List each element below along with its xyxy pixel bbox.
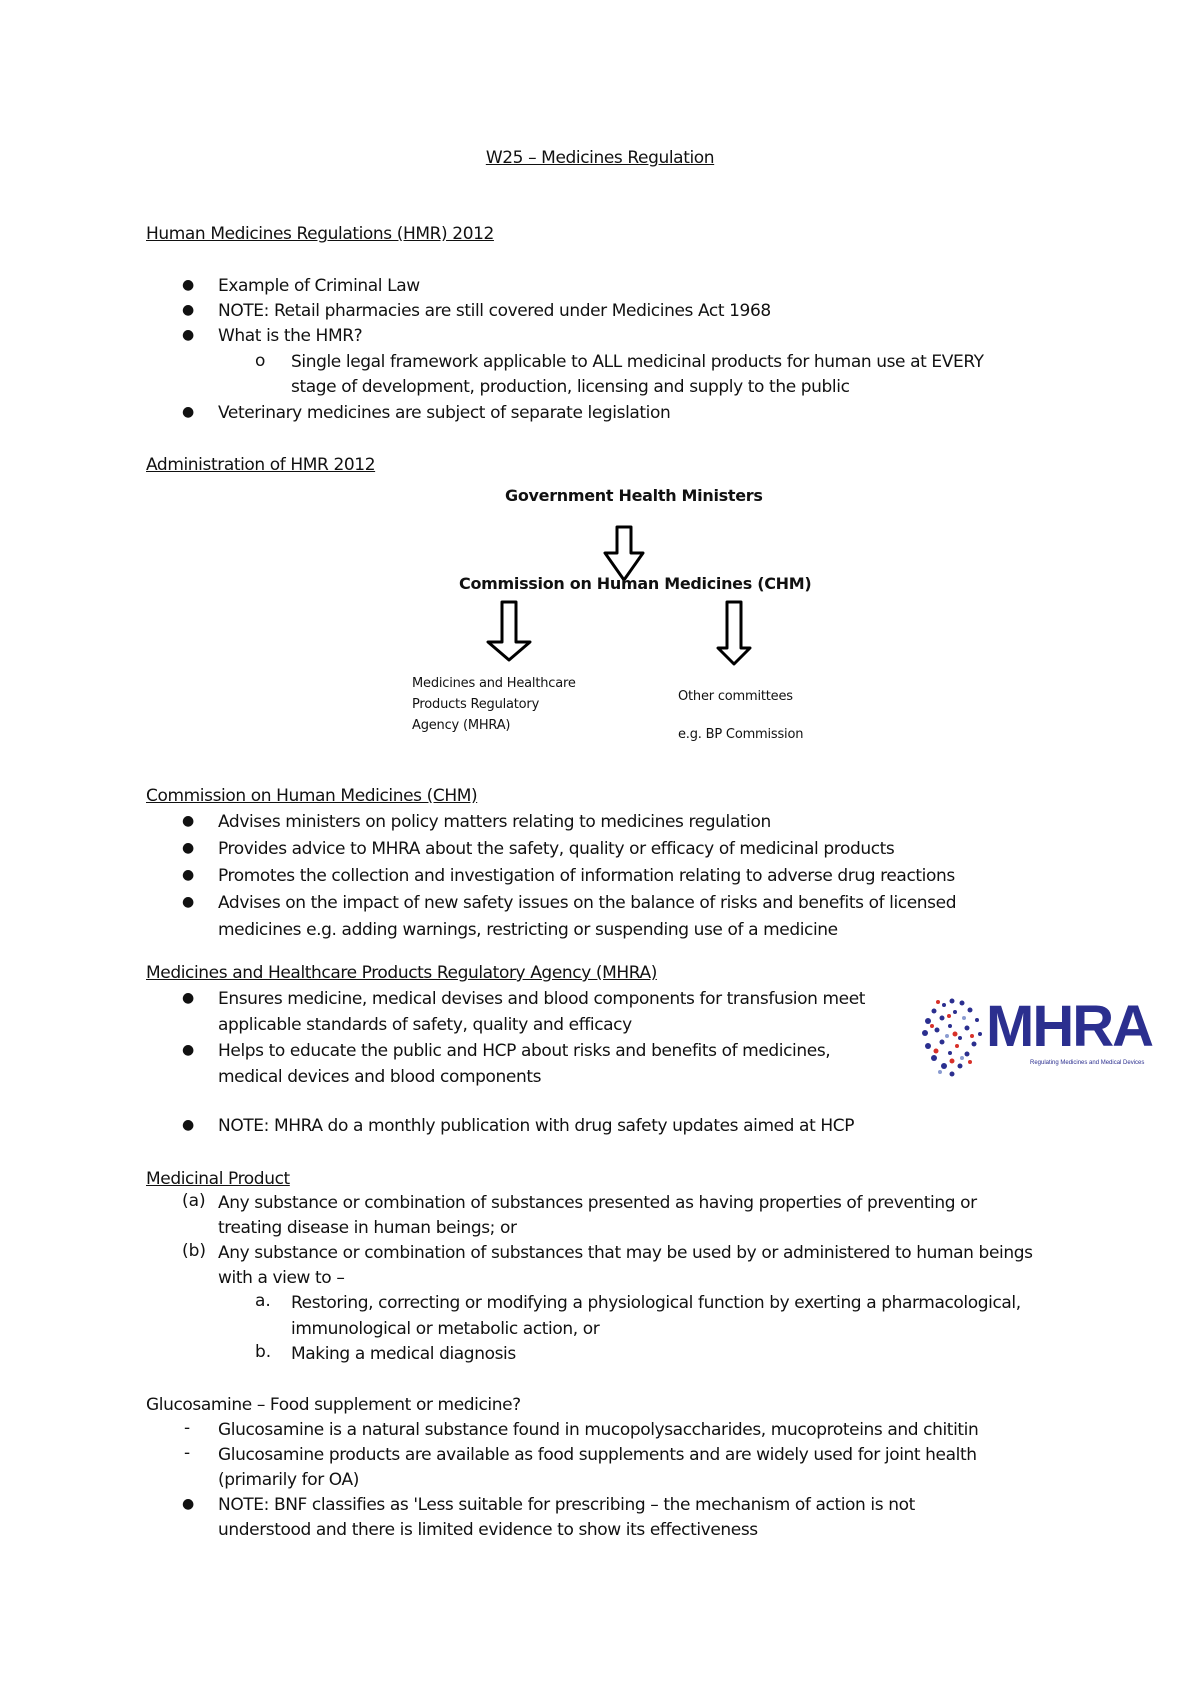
list-item: Glucosamine products are available as food supplements and are widely used for joint health: [218, 1445, 977, 1465]
list-item-continued: medical devices and blood components: [218, 1067, 542, 1087]
list-item: Any substance or combination of substances that may be used by or administered to human beings: [218, 1243, 1033, 1263]
diagram-node-mhra: Agency (MHRA): [412, 718, 511, 733]
section-heading-glucosamine: Glucosamine – Food supplement or medicine?: [146, 1395, 521, 1415]
list-item: Helps to educate the public and HCP about risks and benefits of medicines,: [218, 1041, 831, 1061]
section-heading-medicinal-product: Medicinal Product: [146, 1169, 290, 1189]
bullet-icon: ●: [182, 327, 195, 343]
bullet-icon: ●: [182, 990, 195, 1006]
section-heading-mhra: Medicines and Healthcare Products Regulatory Agency (MHRA): [146, 963, 657, 983]
list-item-continued: stage of development, production, licensing and supply to the public: [291, 377, 850, 397]
list-item: Example of Criminal Law: [218, 276, 420, 296]
diagram-node-ministers: Government Health Ministers: [505, 486, 763, 505]
down-arrow-icon: [605, 527, 643, 580]
list-marker: b.: [255, 1342, 272, 1362]
diagram-node-chm: Commission on Human Medicines (CHM): [459, 574, 812, 593]
section-heading-hmr: Human Medicines Regulations (HMR) 2012: [146, 224, 494, 244]
list-item-continued: (primarily for OA): [218, 1470, 359, 1490]
logo-tagline: Regulating Medicines and Medical Devices: [1030, 1060, 1145, 1066]
list-item-continued: medicines e.g. adding warnings, restricting or suspending use of a medicine: [218, 920, 838, 940]
list-item-continued: understood and there is limited evidence to show its effectiveness: [218, 1520, 758, 1540]
list-item-continued: immunological or metabolic action, or: [291, 1319, 600, 1339]
list-item-continued: with a view to –: [218, 1268, 345, 1288]
bullet-icon: ●: [182, 813, 195, 829]
section-heading-admin: Administration of HMR 2012: [146, 455, 376, 475]
list-item: Glucosamine is a natural substance found in mucopolysaccharides, mucoproteins and chititin: [218, 1420, 979, 1440]
bullet-icon: ●: [182, 1496, 195, 1512]
diagram-node-other: Other committees: [678, 689, 793, 704]
bullet-icon: ●: [182, 404, 195, 420]
list-item: Provides advice to MHRA about the safety, quality or efficacy of medicinal products: [218, 839, 895, 859]
list-marker: a.: [255, 1291, 271, 1311]
page-title: W25 – Medicines Regulation: [485, 148, 715, 168]
dash-marker: -: [184, 1443, 191, 1463]
bullet-icon: ●: [182, 894, 195, 910]
dash-marker: -: [184, 1418, 191, 1438]
list-item-continued: treating disease in human beings; or: [218, 1218, 517, 1238]
list-item: Restoring, correcting or modifying a physiological function by exerting a pharmacological,: [291, 1293, 1021, 1313]
list-item: Single legal framework applicable to ALL medicinal products for human use at EVERY: [291, 352, 984, 372]
diagram-node-other: e.g. BP Commission: [678, 727, 804, 742]
sub-bullet-marker: o: [255, 351, 266, 371]
list-item: Any substance or combination of substances presented as having properties of preventing or: [218, 1193, 977, 1213]
down-arrow-icon: [718, 602, 750, 664]
list-item: Advises on the impact of new safety issues on the balance of risks and benefits of licensed: [218, 893, 957, 913]
bullet-icon: ●: [182, 302, 195, 318]
logo-wordmark: MHRA: [986, 994, 1152, 1059]
hierarchy-diagram: [0, 0, 1200, 760]
bullet-icon: ●: [182, 1042, 195, 1058]
bullet-icon: ●: [182, 277, 195, 293]
section-heading-chm: Commission on Human Medicines (CHM): [146, 786, 478, 806]
list-marker: (b): [182, 1241, 207, 1261]
list-item: Promotes the collection and investigation of information relating to adverse drug reactions: [218, 866, 955, 886]
logo-dots-icon: [922, 996, 992, 1078]
list-item: NOTE: Retail pharmacies are still covered under Medicines Act 1968: [218, 301, 771, 321]
list-item: NOTE: MHRA do a monthly publication with drug safety updates aimed at HCP: [218, 1116, 855, 1136]
diagram-node-mhra: Products Regulatory: [412, 697, 540, 712]
list-item: Veterinary medicines are subject of separate legislation: [218, 403, 671, 423]
list-item: Making a medical diagnosis: [291, 1344, 516, 1364]
list-item-continued: applicable standards of safety, quality and efficacy: [218, 1015, 632, 1035]
mhra-logo: [922, 994, 1152, 1076]
down-arrow-icon: [488, 602, 530, 660]
list-item: What is the HMR?: [218, 326, 363, 346]
bullet-icon: ●: [182, 867, 195, 883]
list-marker: (a): [182, 1191, 206, 1211]
bullet-icon: ●: [182, 840, 195, 856]
bullet-icon: ●: [182, 1117, 195, 1133]
diagram-node-mhra: Medicines and Healthcare: [412, 676, 576, 691]
list-item: Advises ministers on policy matters relating to medicines regulation: [218, 812, 771, 832]
list-item: NOTE: BNF classifies as 'Less suitable for prescribing – the mechanism of action is not: [218, 1495, 915, 1515]
list-item: Ensures medicine, medical devises and blood components for transfusion meet: [218, 989, 866, 1009]
